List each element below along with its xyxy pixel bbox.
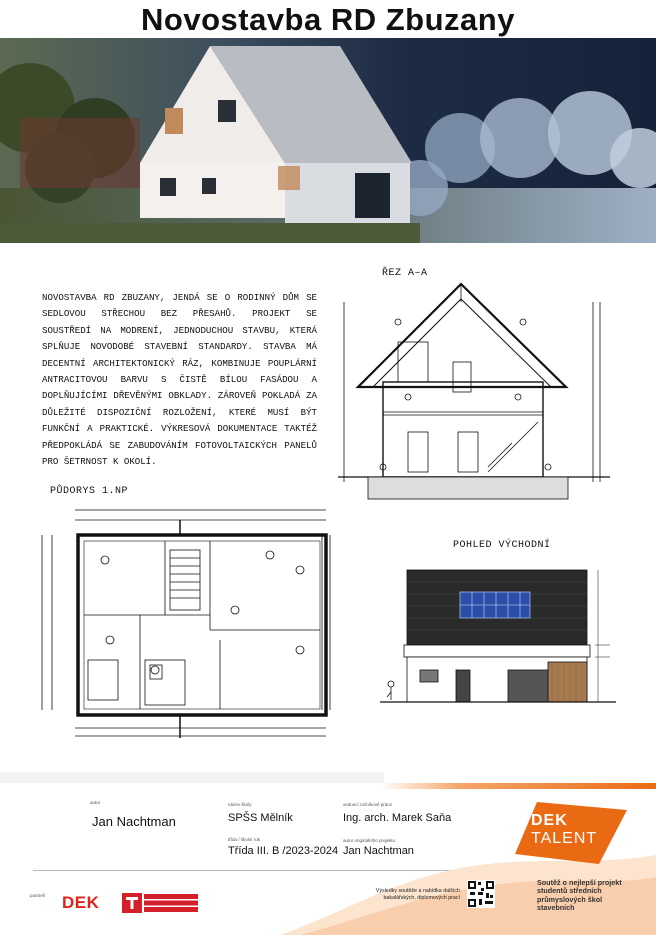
- qr-code[interactable]: [467, 880, 495, 908]
- section-label: ŘEZ A–A: [382, 268, 428, 279]
- supervisor-caption: vedoucí ročníkové práce: [343, 802, 393, 807]
- original-author-value: Jan Nachtman: [343, 845, 414, 857]
- author-value: Jan Nachtman: [92, 814, 176, 829]
- project-description: NOVOSTAVBA RD ZBUZANY, JENDÁ SE O RODINNÝ DŮM SE SEDLOVOU STŘECHOU BEZ PŘESAHŮ. PROJEKT SE SOUSTŘEDÍ NA MODRENÍ, JEDNODUCHOU STAVBU, KTERÁ SPLŇUJE NOVODOBÉ STAVEBNÍ STANDARDY. STAVBA MÁ DECENTNÍ ARCHITEKTONICKÝ RÁZ, KOMBINUJE POUPLÁRNÍ ANTRACITOVOU BARVU S ČISTĚ BÍLOU FASÁDOU A DOPLŇUJÍCÍMI DŘEVĚNÝMI OBKLADY. ZÁROVEŇ POKLADÁ ZA DŮLEŽITÉ DISPOZIČNÍ ROZLOŽENÍ, KTERÉ MUSÍ BÝT FUNKČNÍ A PRAKTICKÉ. VÝKRESOVÁ DOKUMENTACE TAKTÉŽ PŘEDPOKLÁDÁ SE ZABUDOVÁNÍM FOTOVOLTAICKÝCH PANELŮ PRO ŠETRNOST K OKOLÍ.: [42, 292, 317, 468]
- elevation-label: POHLED VÝCHODNÍ: [453, 540, 551, 551]
- partners-caption: partneři: [30, 893, 46, 898]
- panel-edge: [0, 772, 384, 783]
- section-drawing: [338, 282, 610, 512]
- author-caption: autor: [90, 800, 101, 805]
- original-author-caption: autor originálního projektu: [343, 838, 396, 843]
- dek-talent-logo: [515, 800, 627, 864]
- plan-label: PŮDORYS 1.NP: [50, 486, 129, 497]
- page-title: Novostavba RD Zbuzany: [141, 2, 515, 37]
- hero-visualization: [0, 38, 656, 243]
- east-elevation-drawing: [380, 562, 616, 717]
- dek-talent-logo-bottom: TALENT: [531, 830, 598, 847]
- qr-note: Výsledky soutěže a nabídka dalších bakalářských, diplomových prací: [375, 888, 460, 901]
- class-value: Třída III. B /2023-2024: [228, 845, 339, 857]
- floor-plan-drawing: [30, 500, 340, 750]
- supervisor-value: Ing. arch. Marek Saňa: [343, 812, 452, 824]
- class-caption: třída / školní rok: [228, 837, 261, 842]
- partner-logo: [122, 893, 198, 913]
- contest-text: Soutěž o nejlepší projekt studentů středních průmyslových škol stavebních: [537, 878, 622, 913]
- dek-logo: DEK: [62, 893, 100, 912]
- school-value: SPŠS Mělník: [228, 812, 293, 824]
- footer-accent-band: [0, 783, 656, 789]
- dek-talent-logo-top: DEK: [531, 812, 568, 829]
- school-caption: název školy: [228, 802, 252, 807]
